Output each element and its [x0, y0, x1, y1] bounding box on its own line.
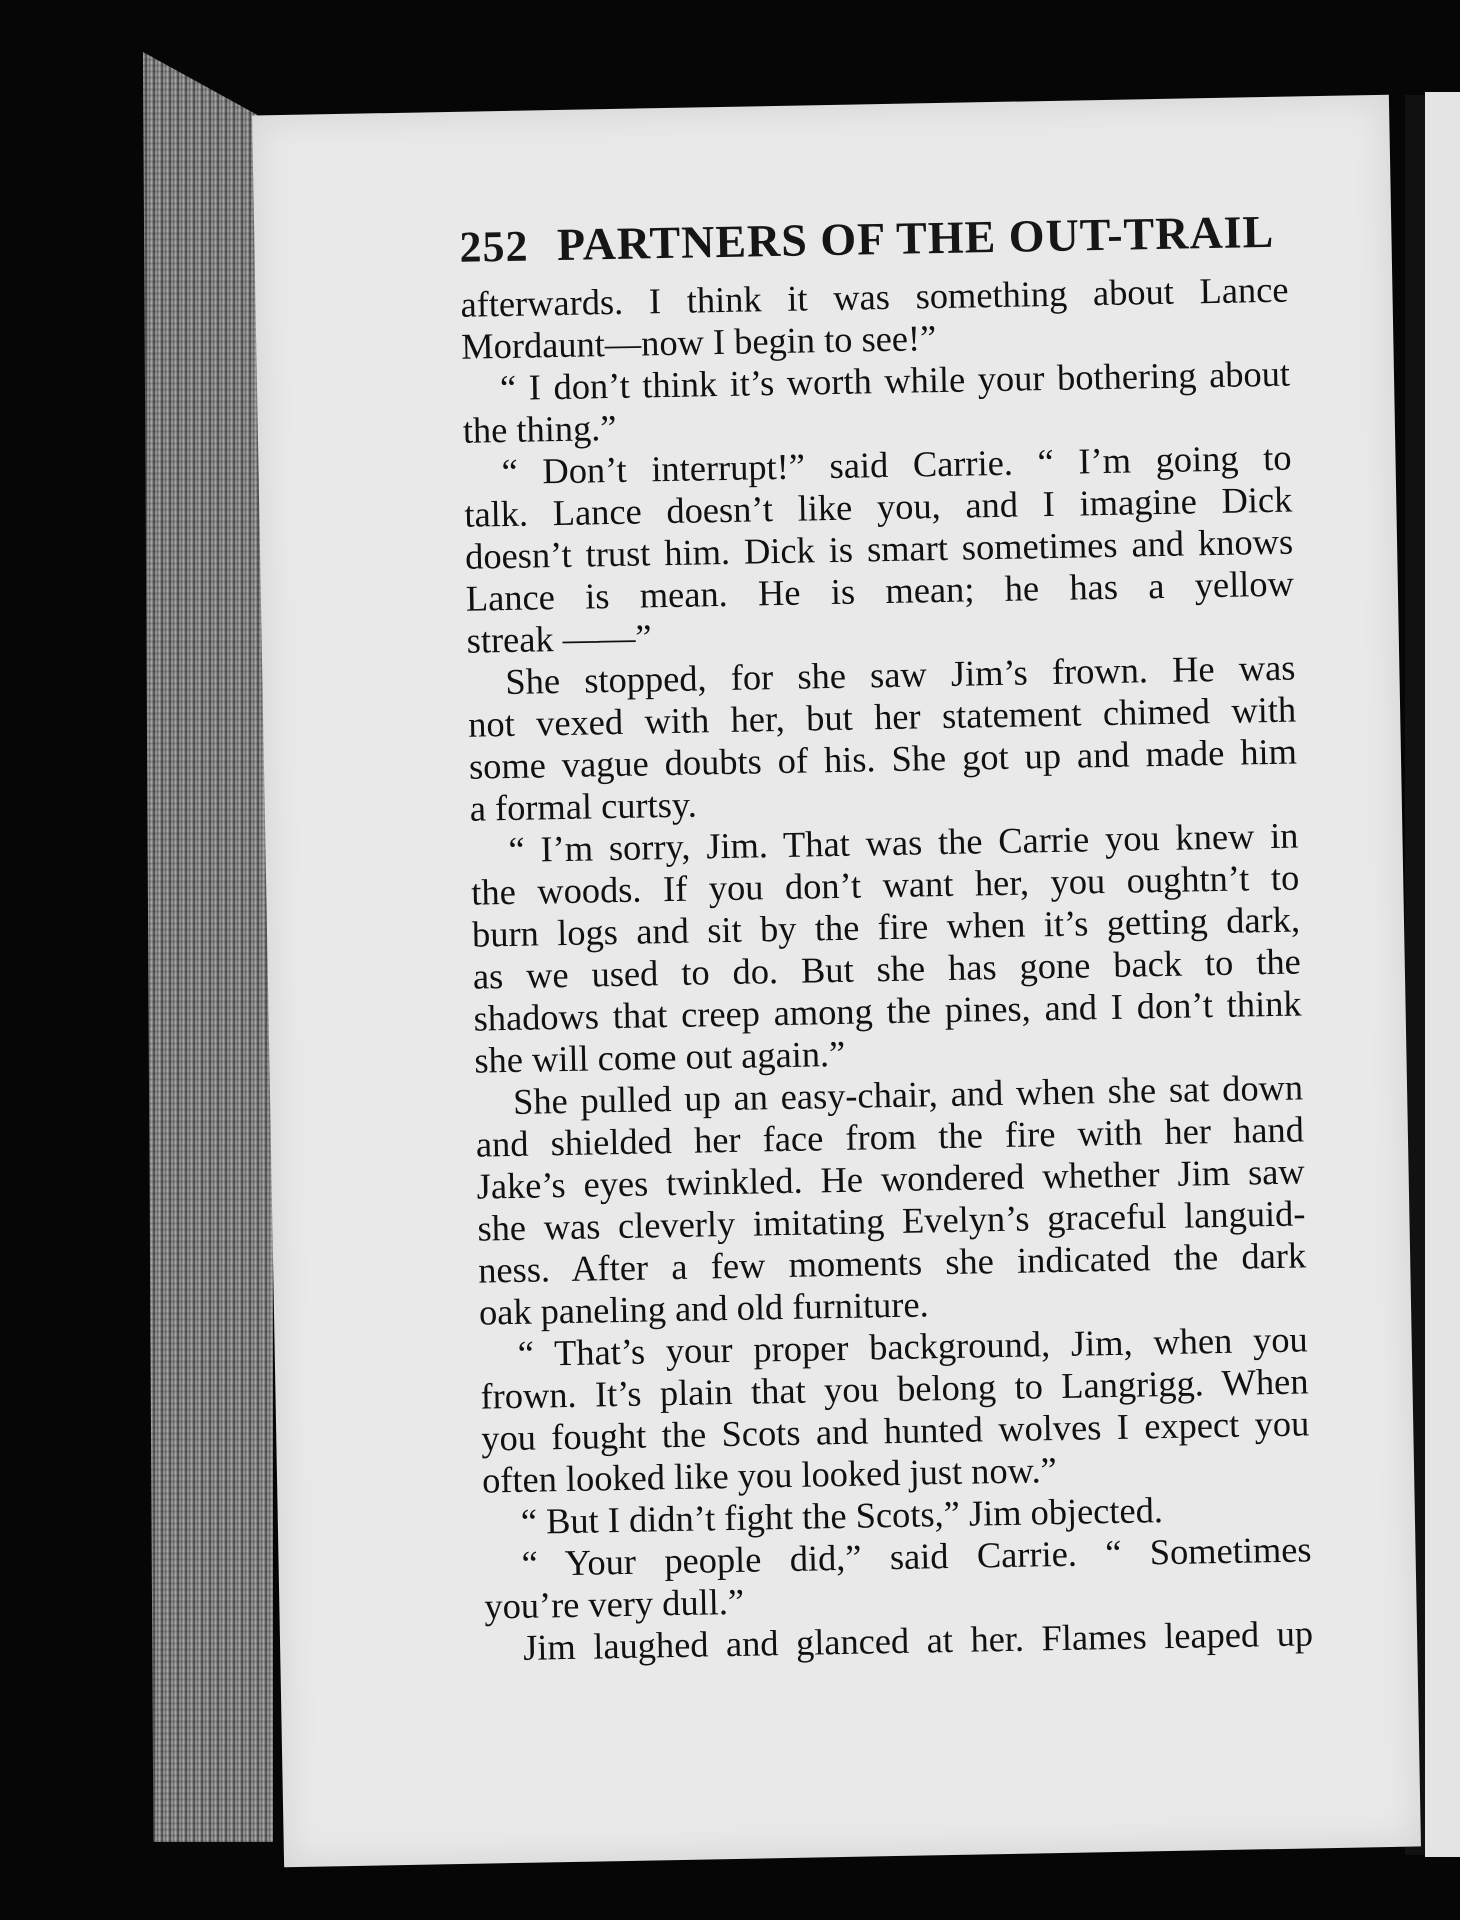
text-line: shadows that creep among the pines, and I don’t think — [473, 983, 1302, 1039]
text-line: you fought the Scots and hunted wolves I expect you — [480, 1403, 1310, 1459]
text-line: “ I’m sorry, Jim. That was the Carrie you knew in — [508, 815, 1299, 870]
text-line: “ That’s your proper background, Jim, when you — [517, 1319, 1309, 1374]
text-line: Jim laughed and glanced at her. Flames leaped up — [522, 1613, 1314, 1668]
text-line: afterwards. I think it was something about Lance — [460, 269, 1289, 325]
page-number: 252 — [459, 221, 529, 272]
running-title: PARTNERS OF THE OUT-TRAIL — [556, 205, 1275, 270]
facing-page-edge — [1425, 92, 1460, 1857]
text-line: the woods. If you don’t want her, you oughtn’t to — [470, 857, 1300, 913]
text-line: She pulled up an easy-chair, and when she sat down — [512, 1067, 1304, 1122]
text-line: “ But I didn’t fight the Scots,” Jim objected. — [520, 1490, 1164, 1542]
text-line: Jake’s eyes twinkled. He wondered whether Jim saw — [476, 1151, 1305, 1207]
book-page-edges — [143, 52, 273, 1842]
text-line: not vexed with her, but her statement chimed with — [467, 689, 1297, 745]
text-line: “ I don’t think it’s worth while your bothering about — [499, 353, 1291, 409]
text-line: She stopped, for she saw Jim’s frown. He was — [505, 647, 1296, 703]
text-line: ness. After a few moments she indicated the dark — [477, 1235, 1307, 1291]
text-line: frown. It’s plain that you belong to Langrigg. When — [480, 1361, 1309, 1417]
text-line: oak paneling and old furniture. — [478, 1284, 930, 1333]
text-line: the thing.” — [462, 407, 617, 451]
text-line: often looked like you looked just now.” — [481, 1450, 1058, 1501]
text-line: burn logs and sit by the fire when it’s getting dark, — [471, 899, 1301, 955]
body-text — [460, 269, 1313, 1670]
text-line: some vague doubts of his. She got up and made him — [468, 731, 1298, 787]
text-line: Lance is mean. He is mean; he has a yellow — [465, 563, 1295, 619]
text-line: she was cleverly imitating Evelyn’s graceful languid- — [477, 1193, 1306, 1249]
text-line: and shielded her face from the fire with her hand — [475, 1109, 1305, 1165]
text-line: Mordaunt—now I begin to see!” — [460, 318, 937, 367]
running-header — [459, 205, 1275, 273]
book-page — [252, 95, 1421, 1868]
text-line: streak ——” — [466, 617, 652, 661]
text-line: you’re very dull.” — [484, 1581, 745, 1627]
text-line: “ Don’t interrupt!” said Carrie. “ I’m going to — [501, 437, 1292, 493]
text-line: as we used to do. But she has gone back to the — [472, 941, 1302, 997]
text-line: doesn’t trust him. Dick is smart sometimes and knows — [464, 521, 1294, 577]
text-line: talk. Lance doesn’t like you, and I imagine Dick — [464, 479, 1293, 535]
text-line: she will come out again.” — [474, 1033, 846, 1081]
text-line: “ Your people did,” said Carrie. “ Sometimes — [521, 1529, 1312, 1584]
text-line: a formal curtsy. — [469, 784, 698, 829]
